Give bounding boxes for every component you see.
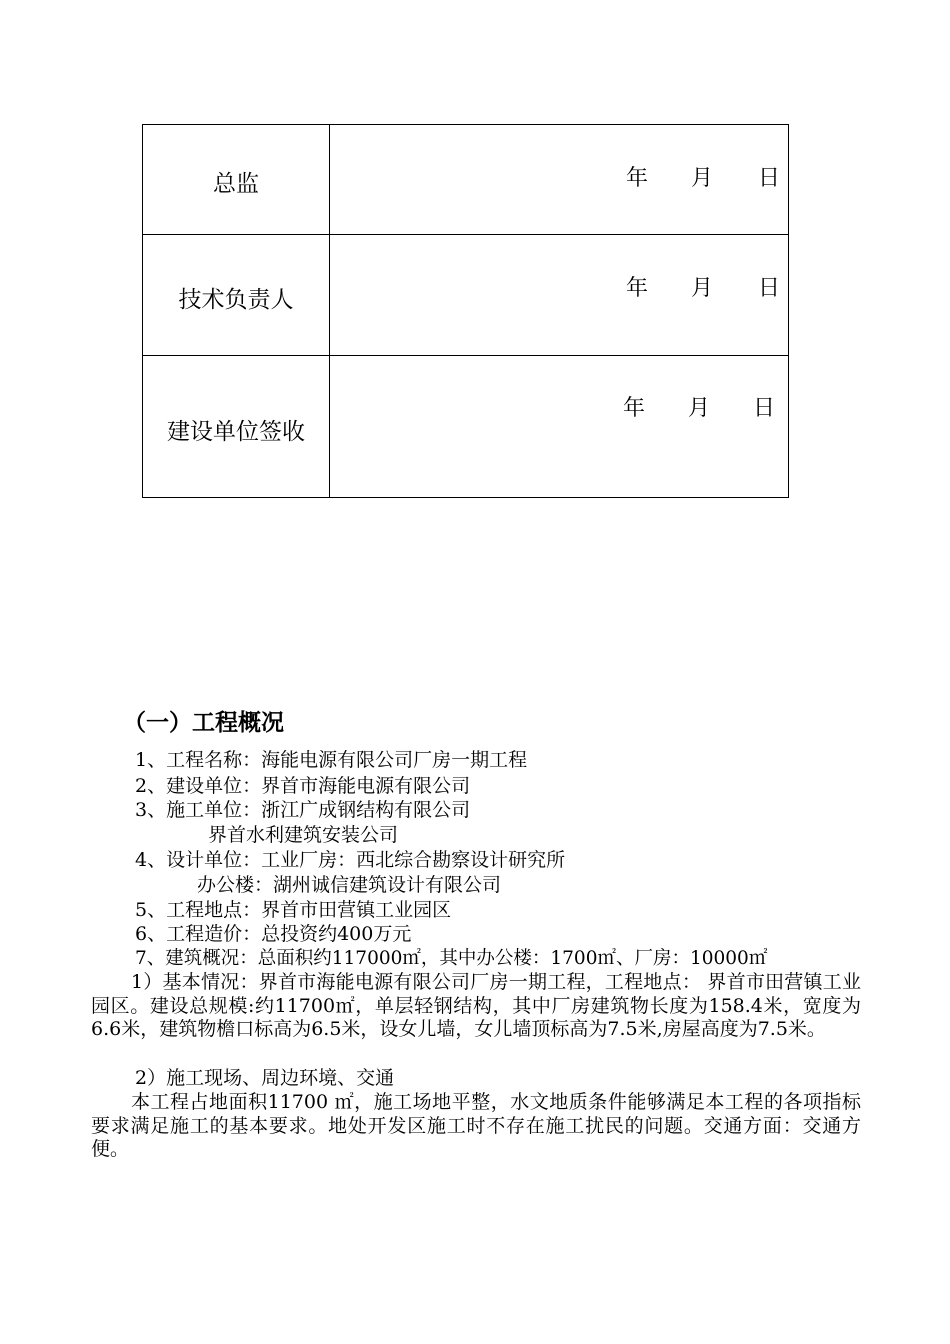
sign-date-cell[interactable]: 年 月 日 <box>330 125 789 235</box>
section-heading: （一）工程概况 <box>123 710 284 736</box>
basic-info-paragraph: 1）基本情况：界首市海能电源有限公司厂房一期工程，工程地点： 界首市田营镇工业园区。建设总规模:约11700㎡，单层轻钢结构，其中厂房建筑物长度为158.4米，宽度为6.6米，建筑物檐口标高为6.5米，设女儿墙，女儿墙顶标高为7.5米,房屋高度为7.5米。 <box>91 971 861 1041</box>
sign-date-cell[interactable]: 年 月 日 <box>330 235 789 355</box>
sign-label: 技术负责人 <box>178 287 294 314</box>
overview-item: 6、工程造价：总投资约400万元 <box>135 923 412 945</box>
site-paragraph: 本工程占地面积11700 ㎡，施工场地平整，水文地质条件能够满足本工程的各项指标要求满足施工的基本要求。地处开发区施工时不存在施工扰民的问题。交通方面：交通方便。 <box>91 1091 861 1161</box>
overview-item: 1、工程名称：海能电源有限公司厂房一期工程 <box>135 749 528 771</box>
overview-item: 5、工程地点：界首市田营镇工业园区 <box>135 899 452 921</box>
sign-row-owner-receipt <box>143 355 789 497</box>
sign-label: 建设单位签收 <box>167 418 305 445</box>
overview-item: 4、设计单位：工业厂房：西北综合勘察设计研究所 <box>135 849 566 871</box>
overview-item: 2、建设单位：界首市海能电源有限公司 <box>135 775 471 797</box>
sign-label-cell <box>143 235 330 355</box>
overview-item: 办公楼：湖州诚信建筑设计有限公司 <box>197 874 502 896</box>
overview-item: 3、施工单位：浙江广成钢结构有限公司 <box>135 799 471 821</box>
sign-row-director <box>143 125 789 235</box>
sign-row-tech-lead <box>143 235 789 355</box>
sign-date-cell[interactable]: 年 月 日 <box>330 355 789 497</box>
overview-item: 7、建筑概况：总面积约117000㎡，其中办公楼：1700㎡、厂房：10000㎡ <box>135 948 768 969</box>
sign-off-table <box>142 124 789 498</box>
sign-label-cell <box>143 355 330 497</box>
overview-item: 界首水利建筑安装公司 <box>208 824 399 846</box>
site-subheading: 2）施工现场、周边环境、交通 <box>135 1067 395 1089</box>
sign-label: 总监 <box>213 171 259 197</box>
sign-label-cell <box>143 125 330 235</box>
